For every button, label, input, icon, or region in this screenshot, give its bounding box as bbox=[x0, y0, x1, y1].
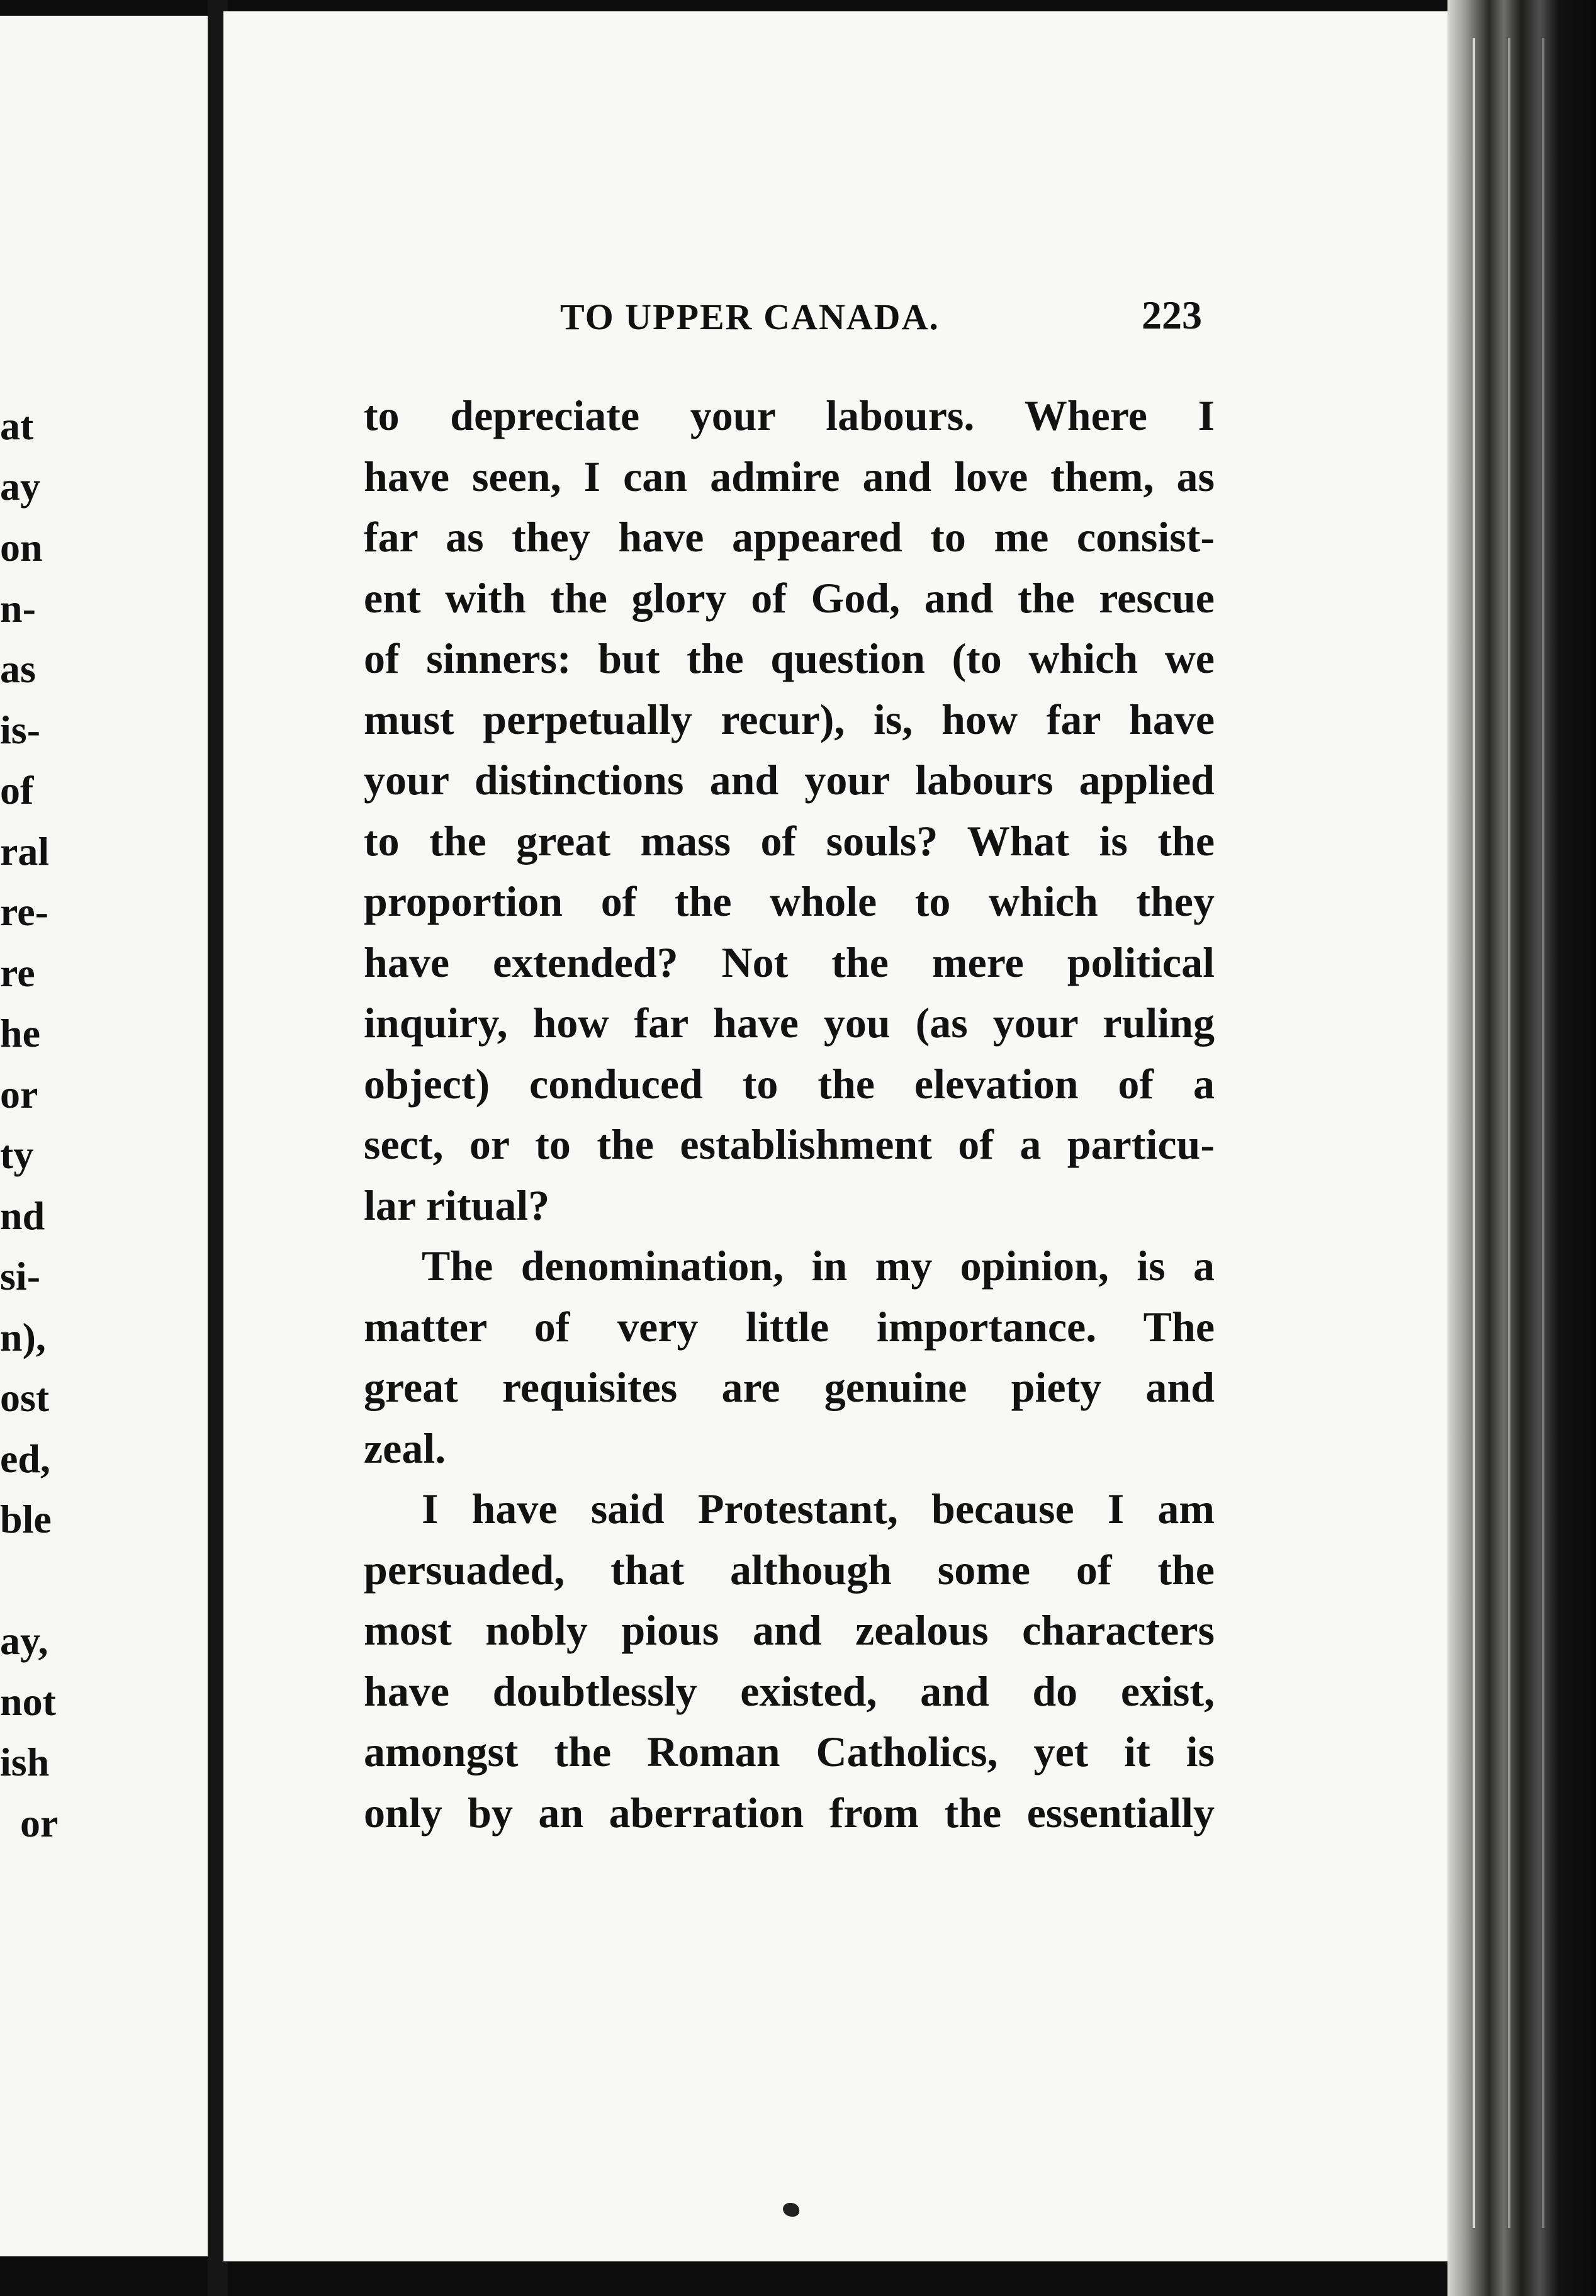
edge-streak bbox=[1542, 38, 1544, 2228]
paragraph-start-line: The denomination, in my opinion, is a bbox=[422, 1242, 1215, 1290]
margin-fragment: or bbox=[0, 1072, 38, 1117]
margin-fragment: re bbox=[0, 950, 35, 995]
text-line: only by an aberration from the essentially bbox=[364, 1788, 1215, 1837]
text-line: to depreciate your labours. Where I bbox=[364, 391, 1215, 439]
margin-fragment: nd bbox=[0, 1193, 45, 1238]
text-line: object) conduced to the elevation of a bbox=[364, 1059, 1215, 1108]
text-line: to the great mass of souls? What is the bbox=[364, 816, 1215, 865]
margin-fragment: or bbox=[20, 1801, 59, 1845]
text-line: must perpetually recur), is, how far have bbox=[364, 695, 1215, 743]
text-line: matter of very little importance. The bbox=[364, 1302, 1215, 1351]
text-line: your distinctions and your labours applied bbox=[364, 756, 1215, 804]
text-line: sect, or to the establishment of a particu- bbox=[364, 1120, 1215, 1168]
paragraph-start-line: I have said Protestant, because I am bbox=[422, 1485, 1215, 1533]
running-head: TO UPPER CANADA. bbox=[560, 296, 940, 337]
text-line: lar ritual? bbox=[364, 1181, 550, 1229]
margin-fragment: ble bbox=[0, 1497, 52, 1541]
text-line: amongst the Roman Catholics, yet it is bbox=[364, 1728, 1215, 1775]
ink-blot bbox=[783, 2203, 799, 2217]
text-line: inquiry, how far have you (as your ruling bbox=[364, 999, 1215, 1047]
edge-streak bbox=[1473, 38, 1475, 2228]
left-page bbox=[0, 16, 208, 2256]
text-line: have seen, I can admire and love them, as bbox=[364, 452, 1215, 500]
text-line: have doubtlessly existed, and do exist, bbox=[364, 1667, 1215, 1715]
margin-fragment: re- bbox=[0, 889, 48, 934]
margin-fragment: of bbox=[0, 768, 34, 813]
text-line: most nobly pious and zealous characters bbox=[364, 1606, 1215, 1654]
text-line: far as they have appeared to me consist- bbox=[364, 513, 1215, 561]
page-header bbox=[560, 293, 1202, 346]
margin-fragment: ost bbox=[0, 1375, 50, 1420]
text-line: of sinners: but the question (to which we bbox=[364, 634, 1215, 682]
margin-fragment: ay bbox=[0, 464, 40, 509]
text-line: persuaded, that although some of the bbox=[364, 1545, 1215, 1594]
margin-fragment: not bbox=[0, 1679, 56, 1724]
margin-fragment: ay, bbox=[0, 1618, 48, 1663]
margin-fragment: he bbox=[0, 1011, 40, 1055]
margin-fragment: si- bbox=[0, 1254, 40, 1298]
page-number: 223 bbox=[1142, 293, 1202, 337]
text-line: proportion of the whole to which they bbox=[364, 877, 1215, 925]
edge-streak bbox=[1508, 38, 1510, 2228]
text-line: ent with the glory of God, and the rescue bbox=[364, 573, 1215, 622]
text-line: have extended? Not the mere political bbox=[364, 938, 1215, 986]
margin-fragment: ed, bbox=[0, 1436, 50, 1481]
text-line: great requisites are genuine piety and bbox=[364, 1363, 1215, 1411]
margin-fragment: ral bbox=[0, 829, 50, 874]
margin-fragment: at bbox=[0, 403, 34, 448]
margin-fragment: is- bbox=[0, 707, 40, 752]
margin-fragment: n- bbox=[0, 586, 36, 631]
text-line: zeal. bbox=[364, 1424, 446, 1472]
margin-fragment: as bbox=[0, 646, 36, 691]
margin-fragment: n), bbox=[0, 1315, 46, 1359]
margin-fragment: ty bbox=[0, 1132, 34, 1177]
page-edges bbox=[1447, 0, 1596, 2296]
body-text bbox=[364, 385, 1215, 1843]
margin-fragment: on bbox=[0, 525, 43, 570]
margin-fragment: ish bbox=[0, 1740, 50, 1784]
